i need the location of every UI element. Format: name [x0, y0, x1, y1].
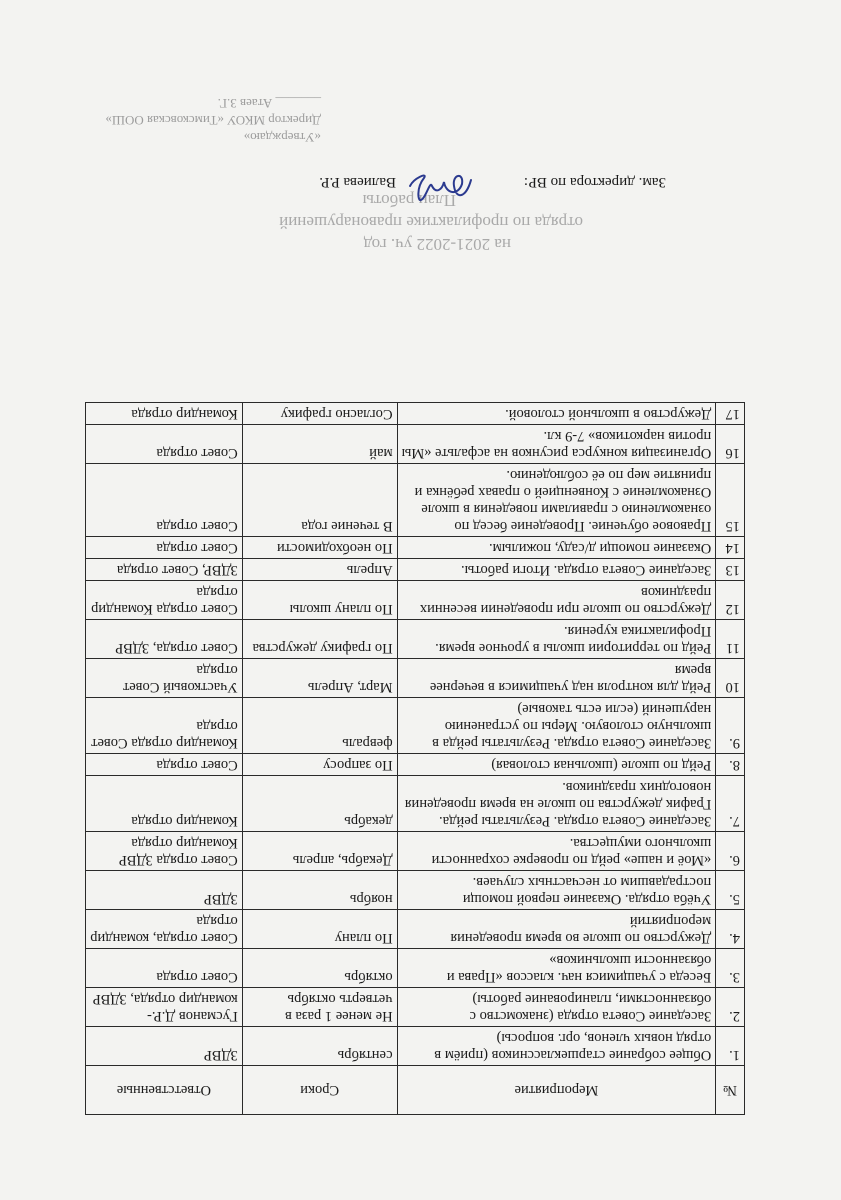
row-term: По запросу [242, 754, 397, 776]
signature-name: Валиева Р.Р. [319, 174, 396, 190]
row-responsible: Совет отряда Командир отряда [86, 581, 243, 620]
table-header-row [86, 1066, 745, 1115]
row-number: 11 [716, 620, 745, 659]
row-term: ноябрь [242, 871, 397, 910]
row-number: 3. [716, 949, 745, 988]
row-responsible: Совет отряда [86, 537, 243, 559]
header-event: Мероприятие [397, 1066, 716, 1115]
row-responsible: Командир отряда [86, 776, 243, 832]
row-number: 17 [716, 403, 745, 425]
row-event: Беседа с учащимися нач. классов «Права и обязанности школьников» [397, 949, 716, 988]
row-responsible: Командир отряда [86, 403, 243, 425]
row-event: Дежурство по школе во время проведения мероприятий [397, 910, 716, 949]
row-event: Оказание помощи д/саду, пожилым. [397, 537, 716, 559]
row-responsible: Совет отряда [86, 425, 243, 464]
row-responsible: Совет отряда, ЗДВР [86, 620, 243, 659]
row-event: Общее собрание старшеклассников (приём в отряд новых членов, орг. вопросы) [397, 1027, 716, 1066]
row-term: февраль [242, 698, 397, 754]
table-row [86, 464, 745, 537]
table-row [86, 871, 745, 910]
table-row [86, 754, 745, 776]
approval-stamp-line-3: _______ Атаев З.Г. [217, 96, 321, 111]
table-row [86, 403, 745, 425]
table-row [86, 581, 745, 620]
header-number: № [716, 1066, 745, 1115]
row-responsible: Совет отряда [86, 949, 243, 988]
row-event: Организация конкурса рисунков на асфальте «Мы против наркотиков» 7-9 кл. [397, 425, 716, 464]
row-term: октябрь [242, 949, 397, 988]
header-responsible: Ответственные [86, 1066, 243, 1115]
table-row [86, 1027, 745, 1066]
header-term: Сроки [242, 1066, 397, 1115]
row-number: 16 [716, 425, 745, 464]
ghost-title-3: на 2021-2022 уч. год [363, 235, 511, 254]
row-number: 7. [716, 776, 745, 832]
row-event: «Моё и наше» рейд по проверке сохранности школьного имущества. [397, 832, 716, 871]
row-responsible: Участковый Совет отряда [86, 659, 243, 698]
ghost-title-2: отряда по профилактике правонарушений [279, 213, 583, 232]
row-term: В течение года [242, 464, 397, 537]
table-row [86, 425, 745, 464]
row-number: 15 [716, 464, 745, 537]
row-term: Март, Апрель [242, 659, 397, 698]
row-term: По графику дежурства [242, 620, 397, 659]
row-responsible: Совет отряда, командир отряда [86, 910, 243, 949]
row-term: декабрь [242, 776, 397, 832]
row-term: май [242, 425, 397, 464]
table-row [86, 832, 745, 871]
table-body [86, 403, 745, 1066]
row-term: Апрель [242, 559, 397, 581]
row-number: 2. [716, 988, 745, 1027]
row-event: Дежурство в школьной столовой. [397, 403, 716, 425]
table-row [86, 776, 745, 832]
row-number: 9. [716, 698, 745, 754]
row-number: 5. [716, 871, 745, 910]
table-row [86, 559, 745, 581]
row-event: Учёба отряда. Оказание первой помощи пострадавшим от несчастных случаев. [397, 871, 716, 910]
row-event: Заседание Совета отряда. Результаты рейда. График дежурства по школе на время проведения новогодних праздников. [397, 776, 716, 832]
row-responsible: ЗДВР, Совет отряда [86, 559, 243, 581]
row-responsible: Гусманов Д.Р.-командир отряда, ЗДВР [86, 988, 243, 1027]
table-row [86, 698, 745, 754]
row-responsible: Совет отряда [86, 754, 243, 776]
row-term: Не менее 1 раза в четверть октябрь [242, 988, 397, 1027]
row-event: Заседание Совета отряда (знакомство с обязанностями, планирование работы) [397, 988, 716, 1027]
row-term: По необходимости [242, 537, 397, 559]
row-term: По плану школы [242, 581, 397, 620]
table-row [86, 620, 745, 659]
row-number: 4. [716, 910, 745, 949]
row-number: 13 [716, 559, 745, 581]
row-responsible: Командир отряда Совет отряда [86, 698, 243, 754]
row-number: 1. [716, 1027, 745, 1066]
row-event: Правовое обучение. Проведение бесед по ознакомлению с правилами поведения в школе Ознакомление с Конвенцией о правах ребёнка и принятие мер по её соблюдению. [397, 464, 716, 537]
row-event: Рейд по территории школы в урочное время. Профилактика курения. [397, 620, 716, 659]
row-number: 6. [716, 832, 745, 871]
row-event: Заседание Совета отряда. Результаты рейда в школьную столовую. Меры по устранению нарушений (если есть таковые) [397, 698, 716, 754]
row-event: Дежурство по школе при проведении весенних праздников [397, 581, 716, 620]
table-row [86, 537, 745, 559]
row-responsible: ЗДВР [86, 871, 243, 910]
row-responsible: ЗДВР [86, 1027, 243, 1066]
approval-stamp-line-1: «Утверждаю» [243, 130, 321, 145]
row-term: сентябрь [242, 1027, 397, 1066]
row-event: Рейд для контроля над учащимися в вечернее время [397, 659, 716, 698]
row-term: Декабрь, апрель [242, 832, 397, 871]
row-number: 8. [716, 754, 745, 776]
table-row [86, 988, 745, 1027]
table-row [86, 659, 745, 698]
row-number: 10 [716, 659, 745, 698]
row-number: 14 [716, 537, 745, 559]
ghost-title-1: План работы [362, 191, 456, 210]
row-event: Рейд по школе (школьная столовая) [397, 754, 716, 776]
row-responsible: Совет отряда [86, 464, 243, 537]
handwritten-signature [406, 168, 476, 208]
row-event: Заседание Совета отряда. Итоги работы. [397, 559, 716, 581]
signature-position: Зам. директора по ВР: [523, 174, 666, 190]
table-row [86, 949, 745, 988]
table-row [86, 910, 745, 949]
row-responsible: Совет отряда ЗДВР Командир отряда [86, 832, 243, 871]
row-term: По плану [242, 910, 397, 949]
plan-table [85, 402, 745, 1115]
row-number: 12 [716, 581, 745, 620]
row-term: Согласно графику [242, 403, 397, 425]
approval-stamp-line-2: Директор МКОУ «Тимсковская ООШ» [105, 113, 321, 128]
